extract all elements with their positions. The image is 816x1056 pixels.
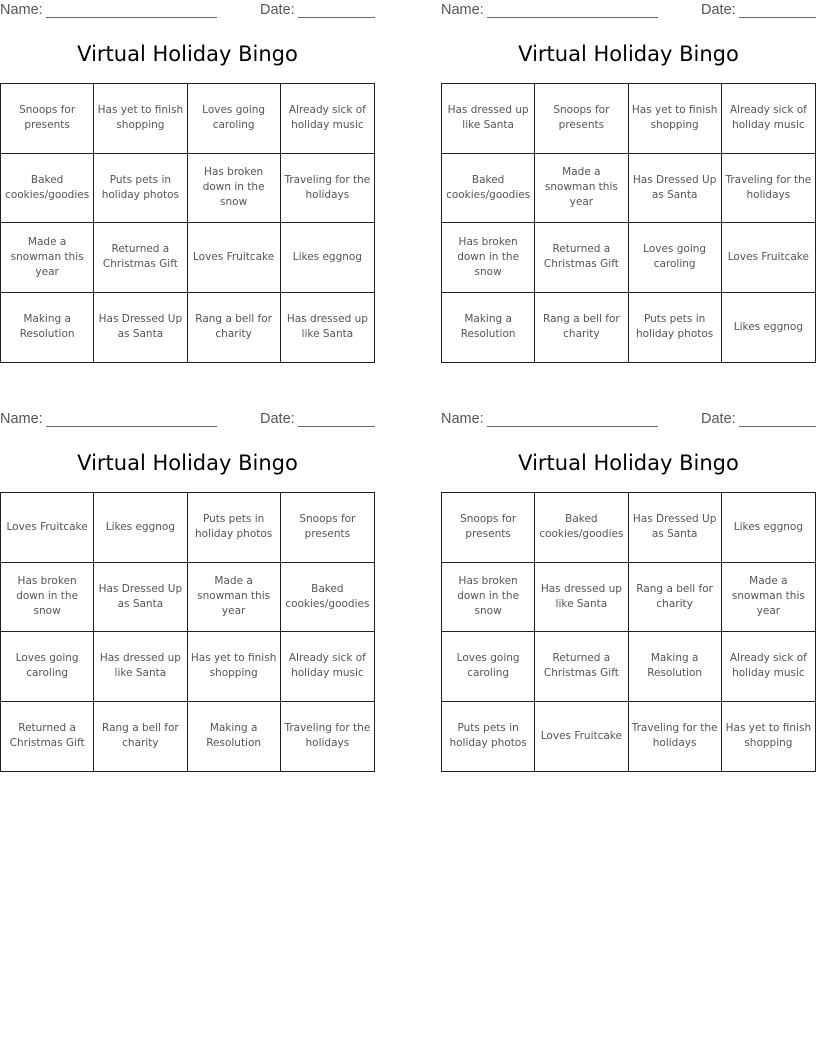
- date-blank-line: [739, 426, 816, 427]
- bingo-cell: Likes eggnog: [94, 493, 187, 563]
- bingo-cell: Loves going caroling: [1, 632, 94, 702]
- bingo-cell: Returned a Christmas Gift: [1, 702, 94, 772]
- bingo-cell: Has Dressed Up as Santa: [94, 563, 187, 633]
- date-label: Date:: [701, 2, 736, 18]
- bingo-cell: Baked cookies/goodies: [281, 563, 374, 633]
- name-label: Name:: [441, 411, 484, 427]
- bingo-cell: Rang a bell for charity: [188, 293, 281, 363]
- bingo-cell: Likes eggnog: [722, 493, 815, 563]
- bingo-cell: Has broken down in the snow: [1, 563, 94, 633]
- bingo-cell: Has broken down in the snow: [188, 154, 281, 224]
- bingo-cell: Returned a Christmas Gift: [535, 632, 628, 702]
- bingo-grid: [441, 492, 816, 772]
- bingo-cell: Making a Resolution: [188, 702, 281, 772]
- bingo-cell: Snoops for presents: [1, 84, 94, 154]
- bingo-cell: Rang a bell for charity: [94, 702, 187, 772]
- bingo-card-2: [441, 0, 816, 341]
- bingo-cell: Made a snowman this year: [722, 563, 815, 633]
- date-blank-line: [298, 426, 375, 427]
- card-header: [441, 0, 816, 22]
- bingo-cell: Puts pets in holiday photos: [629, 293, 722, 363]
- bingo-cell: Has dressed up like Santa: [442, 84, 535, 154]
- name-blank-line: [487, 426, 658, 427]
- bingo-cell: Rang a bell for charity: [535, 293, 628, 363]
- card-header: [0, 0, 375, 22]
- name-blank-line: [487, 17, 658, 18]
- bingo-cell: Has yet to finish shopping: [725, 722, 812, 750]
- card-title: Virtual Holiday Bingo: [77, 42, 298, 66]
- date-label: Date:: [260, 2, 295, 18]
- bingo-cell: Making a Resolution: [442, 293, 535, 363]
- bingo-cell: Already sick of holiday music: [722, 632, 815, 702]
- bingo-cell: Made a snowman this year: [535, 154, 628, 224]
- name-label: Name:: [441, 2, 484, 18]
- name-label: Name:: [0, 2, 43, 18]
- date-blank-line: [298, 17, 375, 18]
- bingo-cell: Loves going caroling: [188, 84, 281, 154]
- bingo-cell: Has dressed up like Santa: [535, 563, 628, 633]
- date-label: Date:: [260, 411, 295, 427]
- bingo-cell: Snoops for presents: [442, 493, 535, 563]
- date-label: Date:: [701, 411, 736, 427]
- card-title: Virtual Holiday Bingo: [518, 451, 739, 475]
- bingo-cell: Returned a Christmas Gift: [535, 223, 628, 293]
- bingo-cell: Loves going caroling: [442, 632, 535, 702]
- date-blank-line: [739, 17, 816, 18]
- bingo-cell: Already sick of holiday music: [281, 632, 374, 702]
- bingo-cell: Has yet to finish shopping: [94, 84, 187, 154]
- bingo-cell: Puts pets in holiday photos: [188, 493, 281, 563]
- bingo-card-1: [0, 0, 375, 341]
- bingo-cell: Returned a Christmas Gift: [94, 223, 187, 293]
- name-blank-line: [46, 17, 217, 18]
- bingo-cell: Making a Resolution: [1, 293, 94, 363]
- bingo-cell: Baked cookies/goodies: [1, 154, 94, 224]
- bingo-cell: Baked cookies/goodies: [535, 493, 628, 563]
- bingo-cell: Puts pets in holiday photos: [442, 702, 535, 772]
- bingo-cell: Has broken down in the snow: [442, 223, 535, 293]
- bingo-card-4: [441, 409, 816, 750]
- bingo-cell: Has Dressed Up as Santa: [94, 293, 187, 363]
- bingo-cell: Snoops for presents: [281, 493, 374, 563]
- bingo-cell: Snoops for presents: [535, 84, 628, 154]
- bingo-cell: Has dressed up like Santa: [94, 632, 187, 702]
- name-blank-line: [46, 426, 217, 427]
- bingo-cell: Has Dressed Up as Santa: [629, 154, 722, 224]
- bingo-cell: Traveling for the holidays: [722, 154, 815, 224]
- bingo-grid: [0, 492, 375, 772]
- bingo-cell: Traveling for the holidays: [284, 722, 371, 750]
- bingo-cell: Loves Fruitcake: [722, 223, 815, 293]
- bingo-cell: Loves Fruitcake: [188, 223, 281, 293]
- bingo-cell: Traveling for the holidays: [629, 702, 722, 772]
- card-title: Virtual Holiday Bingo: [518, 42, 739, 66]
- bingo-cell: Making a Resolution: [629, 632, 722, 702]
- bingo-cell: Made a snowman this year: [1, 223, 94, 293]
- bingo-cell: Already sick of holiday music: [722, 84, 815, 154]
- bingo-grid: [0, 83, 375, 363]
- name-label: Name:: [0, 411, 43, 427]
- bingo-cell: Baked cookies/goodies: [442, 154, 535, 224]
- bingo-cell: Has broken down in the snow: [442, 563, 535, 633]
- card-header: [0, 409, 375, 431]
- bingo-cell: Likes eggnog: [733, 320, 804, 333]
- bingo-cell: Loves Fruitcake: [1, 493, 94, 563]
- bingo-cell: Has yet to finish shopping: [188, 632, 281, 702]
- bingo-cell: Loves Fruitcake: [535, 702, 628, 772]
- bingo-cell: Has dressed up like Santa: [286, 313, 368, 341]
- card-header: [441, 409, 816, 431]
- bingo-cell: Puts pets in holiday photos: [94, 154, 187, 224]
- bingo-cell: Loves going caroling: [629, 223, 722, 293]
- bingo-grid: [441, 83, 816, 363]
- bingo-cell: Already sick of holiday music: [281, 84, 374, 154]
- bingo-cell: Likes eggnog: [281, 223, 374, 293]
- bingo-cell: Rang a bell for charity: [629, 563, 722, 633]
- bingo-card-3: [0, 409, 375, 750]
- bingo-cell: Traveling for the holidays: [281, 154, 374, 224]
- bingo-cell: Made a snowman this year: [188, 563, 281, 633]
- bingo-cell: Has yet to finish shopping: [629, 84, 722, 154]
- bingo-cell: Has Dressed Up as Santa: [629, 493, 722, 563]
- card-title: Virtual Holiday Bingo: [77, 451, 298, 475]
